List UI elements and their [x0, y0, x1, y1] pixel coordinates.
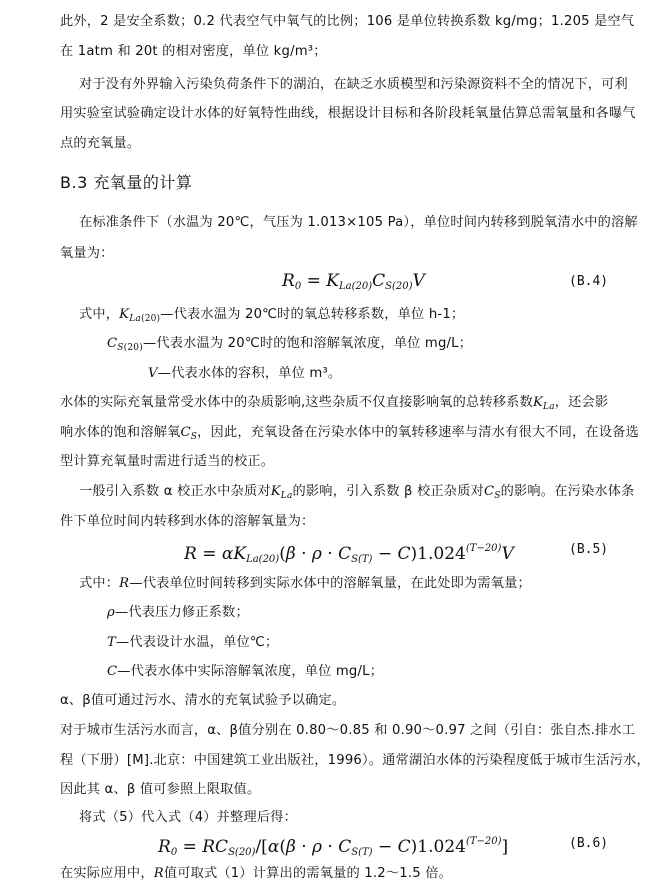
where-line: 式中：R—代表单位时间转移到实际水体中的溶解氧量，在此处即为需氧量；	[79, 576, 531, 591]
text-line: 程（下册）[M].北京：中国建筑工业出版社，1996）。通常湖泊水体的污染程度低于城市生活污水，	[60, 753, 650, 768]
equation-number: (B.5)	[569, 542, 609, 557]
text-line: 用实验室试验确定设计水体的好氧特性曲线，根据设计目标和各阶段耗氧量估算总需氧量和各曝气	[60, 106, 636, 121]
text-line: 在 1atm 和 20t 的相对密度，单位 kg/m³；	[60, 44, 327, 59]
where-line: V—代表水体的容积，单位 m³。	[148, 366, 342, 381]
eq4-v: V	[412, 271, 425, 291]
where-line: C—代表水体中实际溶解氧浓度，单位 mg/L；	[107, 664, 384, 679]
where-line: ρ—代表压力修正系数；	[107, 605, 249, 620]
text-line: 将式（5）代入式（4）并整理后得：	[79, 810, 297, 825]
text-line: 在标准条件下（水温为 20℃，气压为 1.013×105 Pa），单位时间内转移到脱氧清水中的溶解	[79, 215, 638, 230]
section-heading: B.3 充氧量的计算	[60, 173, 193, 192]
equation-b5: $R = \alpha K_{La(20)}(\beta \cdot \rho \cdot C_{S(T)} - C)1.024^{(T-20)}V$	[184, 543, 514, 565]
eq4-cs: C	[372, 271, 386, 291]
text-line: 此外，2 是安全系数；0.2 代表空气中氧气的比例；106 是单位转换系数 kg/mg；1.205 是空气	[60, 14, 635, 29]
text-line: 响水体的饱和溶解氧$C_S$，因此，充氧设备在污染水体中的氧转移速率与清水有很大不同，在设备选	[60, 425, 639, 442]
eq4-r0: R	[282, 271, 295, 291]
text-line: α、β值可通过污水、清水的充氧试验予以确定。	[60, 693, 346, 708]
eq4-k: K	[326, 271, 339, 291]
text-line: 型计算充氧量时需进行适当的校正。	[60, 454, 275, 469]
text-line: 件下单位时间内转移到水体的溶解氧量为：	[60, 514, 315, 529]
text-line: 水体的实际充氧量常受水体中的杂质影响,这些杂质不仅直接影响氧的总转移系数$K_{La}$，还会影	[60, 395, 609, 412]
text-line: 因此其 α、β 值可参照上限取值。	[60, 782, 261, 797]
text-line: 一般引入系数 α 校正水中杂质对$K_{La}$的影响，引入系数 β 校正杂质对$C_S$的影响。在污染水体条	[79, 484, 635, 501]
text-line: 氧量为：	[60, 246, 114, 261]
equation-number: (B.6)	[569, 836, 609, 851]
text-line: 点的充氧量。	[60, 136, 141, 151]
where-line: 式中，$K_{La(20)}—$代表水温为 20℃时的氧总转移系数，单位 h-1；	[79, 307, 465, 324]
text-line: 在实际应用中，R值可取式（1）计算出的需氧量的 1.2～1.5 倍。	[60, 866, 452, 881]
text-line: 对于没有外界输入污染负荷条件下的湖泊，在缺乏水质模型和污染源资料不全的情况下，可利	[79, 77, 628, 92]
equation-number: (B.4)	[569, 274, 609, 289]
equation-b4: $R_0 = K_{La(20)}C_{S(20)}V$	[282, 271, 425, 292]
where-line: T—代表设计水温，单位℃；	[107, 635, 279, 650]
equation-b6: $R_0 = RC_{S(20)}/[\alpha(\beta \cdot \rho \cdot C_{S(T)} - C)1.024^{(T-20)}]$	[158, 836, 509, 858]
where-line: $C_{S(20)}—$代表水温为 20℃时的饱和溶解氧浓度，单位 mg/L；	[107, 336, 473, 353]
text-line: 对于城市生活污水而言，α、β值分别在 0.80～0.85 和 0.90～0.97 之间（引自：张自杰.排水工	[60, 723, 636, 738]
